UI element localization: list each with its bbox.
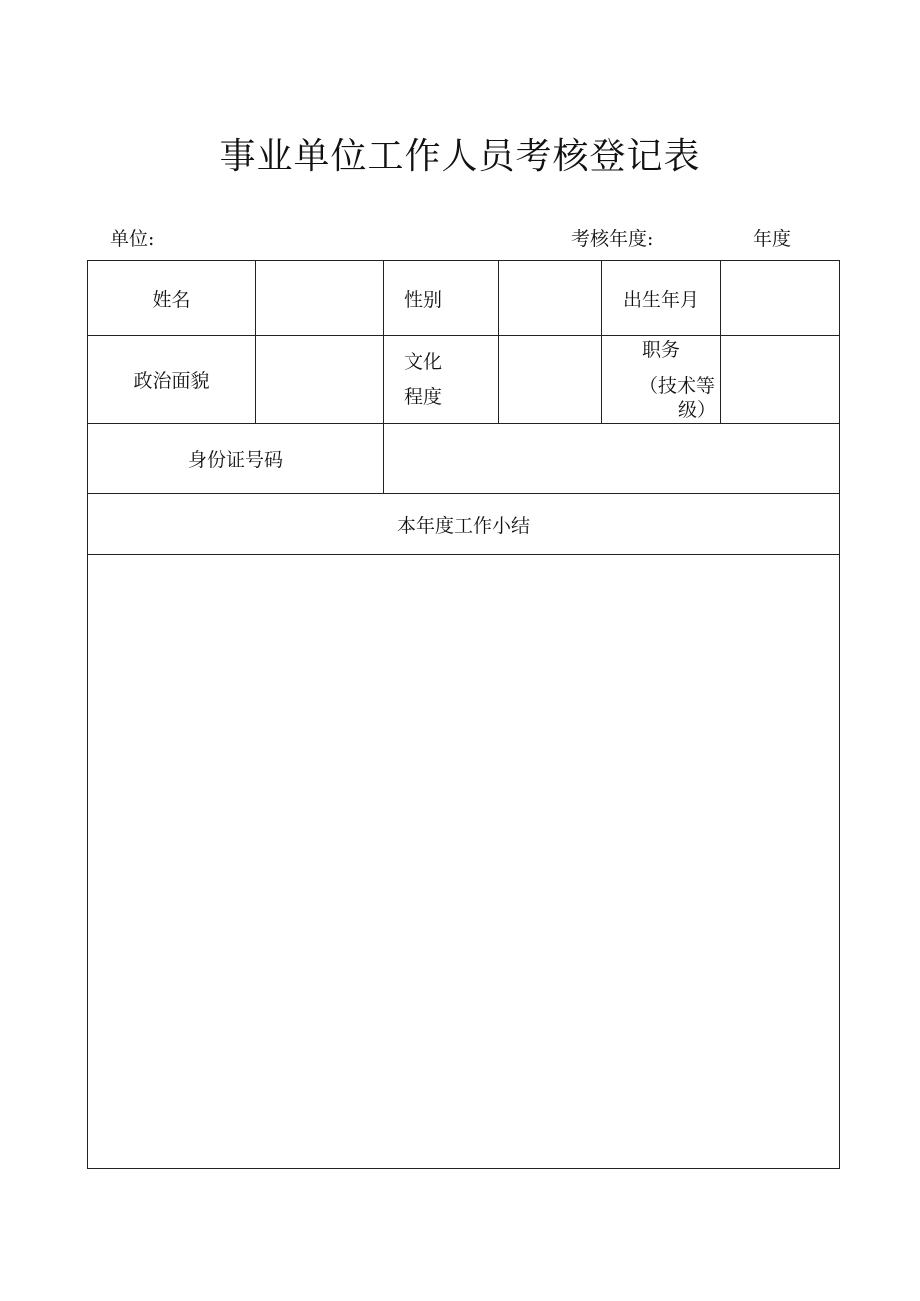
political-status-field[interactable]: [256, 336, 384, 424]
position-label-line3: 级）: [678, 399, 717, 421]
education-label-line1: 文化: [404, 350, 443, 373]
position-label-line1: 职务: [642, 339, 681, 361]
unit-label: 单位:: [110, 228, 155, 250]
gender-label: 性别: [384, 261, 499, 336]
page-title: 事业单位工作人员考核登记表: [219, 136, 701, 177]
assessment-year-suffix: 年度: [753, 228, 792, 250]
birth-date-field[interactable]: [721, 261, 839, 336]
gender-field[interactable]: [499, 261, 602, 336]
name-label: 姓名: [88, 261, 256, 336]
education-label: [384, 336, 499, 424]
birth-date-label: 出生年月: [602, 261, 721, 336]
political-status-label: 政治面貌: [88, 336, 256, 424]
education-label-line2: 程度: [404, 385, 443, 408]
position-grade-field[interactable]: [721, 336, 839, 424]
id-number-field[interactable]: [384, 424, 839, 494]
annual-summary-heading: 本年度工作小结: [88, 494, 839, 555]
registration-form-table: [87, 260, 840, 1169]
position-grade-label: [602, 336, 721, 424]
name-field[interactable]: [256, 261, 384, 336]
annual-summary-textarea[interactable]: [88, 555, 839, 1168]
education-field[interactable]: [499, 336, 602, 424]
assessment-year-label: 考核年度:: [571, 228, 654, 250]
id-number-label: 身份证号码: [88, 424, 384, 494]
position-label-line2: （技术等: [639, 375, 716, 397]
